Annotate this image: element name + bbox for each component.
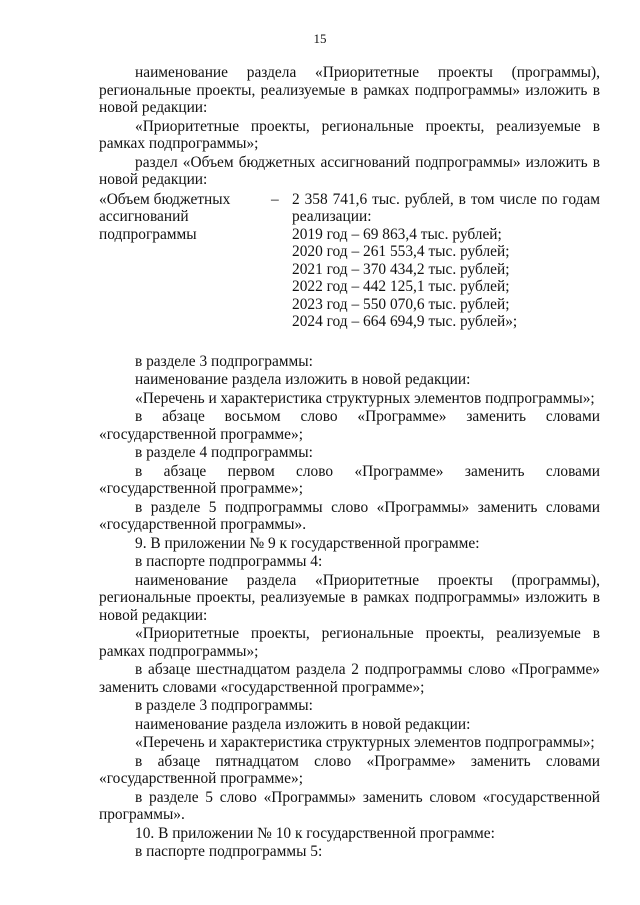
page-number: 15: [313, 31, 327, 46]
paragraph: в абзаце восьмом слово «Программе» заменить словами «государственной программе»;: [99, 408, 600, 443]
budget-table: [99, 191, 600, 331]
paragraph: наименование раздела изложить в новой редакции:: [135, 715, 471, 733]
budget-total: 2 358 741,6 тыс. рублей, в том числе по годам реализации:: [292, 190, 600, 225]
budget-year-line: 2021 год – 370 434,2 тыс. рублей;: [292, 260, 510, 278]
paragraph: «Перечень и характеристика структурных элементов подпрограммы»;: [135, 389, 595, 407]
paragraph: наименование раздела «Приоритетные проекты (программы), региональные проекты, реализуемые в рамках подпрограммы» изложить в новой редакции:: [99, 571, 600, 624]
budget-year-line: 2019 год – 69 863,4 тыс. рублей;: [292, 225, 502, 243]
paragraph: 10. В приложении № 10 к государственной программе:: [135, 824, 495, 842]
paragraph: в разделе 5 слово «Программы» заменить словом «государственной программы».: [99, 788, 600, 823]
paragraph: в паспорте подпрограммы 5:: [135, 843, 323, 860]
paragraph: в разделе 4 подпрограммы:: [135, 444, 313, 461]
paragraph: «Перечень и характеристика структурных элементов подпрограммы»;: [135, 734, 595, 751]
budget-label-line: «Объем бюджетных: [99, 190, 231, 208]
paragraph: раздел «Объем бюджетных ассигнований подпрограммы» изложить в новой редакции:: [99, 153, 600, 188]
budget-year-line: 2022 год – 442 125,1 тыс. рублей;: [292, 278, 510, 295]
budget-label-line: ассигнований: [99, 208, 189, 225]
budget-year-line: 2024 год – 664 694,9 тыс. рублей»;: [292, 313, 518, 330]
paragraph: 9. В приложении № 9 к государственной программе:: [135, 534, 480, 552]
budget-year-line: 2023 год – 550 070,6 тыс. рублей;: [292, 295, 510, 313]
paragraph: «Приоритетные проекты, региональные проекты, реализуемые в рамках подпрограммы»;: [99, 117, 600, 152]
paragraph: в абзаце первом слово «Программе» заменить словами «государственной программе»;: [99, 462, 600, 497]
budget-table-dash: –: [271, 190, 279, 208]
budget-year-line: 2020 год – 261 553,4 тыс. рублей;: [292, 243, 510, 260]
paragraph: в разделе 3 подпрограммы:: [135, 352, 313, 370]
paragraph: «Приоритетные проекты, региональные проекты, реализуемые в рамках подпрограммы»;: [99, 625, 600, 660]
paragraph: в абзаце пятнадцатом слово «Программе» заменить словами «государственной программе»;: [99, 752, 600, 787]
paragraph: в разделе 5 подпрограммы слово «Программы» заменить словами «государственной программы».: [99, 498, 600, 533]
paragraph: в паспорте подпрограммы 4:: [135, 553, 323, 570]
document-body: [99, 64, 600, 862]
budget-label-line: подпрограммы: [99, 225, 197, 243]
paragraph: наименование раздела «Приоритетные проекты (программы), региональные проекты, реализуемые в рамках подпрограммы» изложить в новой редакции:: [99, 64, 600, 116]
paragraph: в абзаце шестнадцатом раздела 2 подпрограммы слово «Программе» заменить словами «государственной программе»;: [99, 661, 600, 696]
paragraph: наименование раздела изложить в новой редакции:: [135, 371, 471, 388]
budget-table-label: [99, 191, 271, 331]
budget-table-values: [292, 191, 600, 331]
paragraph: в разделе 3 подпрограммы:: [135, 697, 313, 714]
